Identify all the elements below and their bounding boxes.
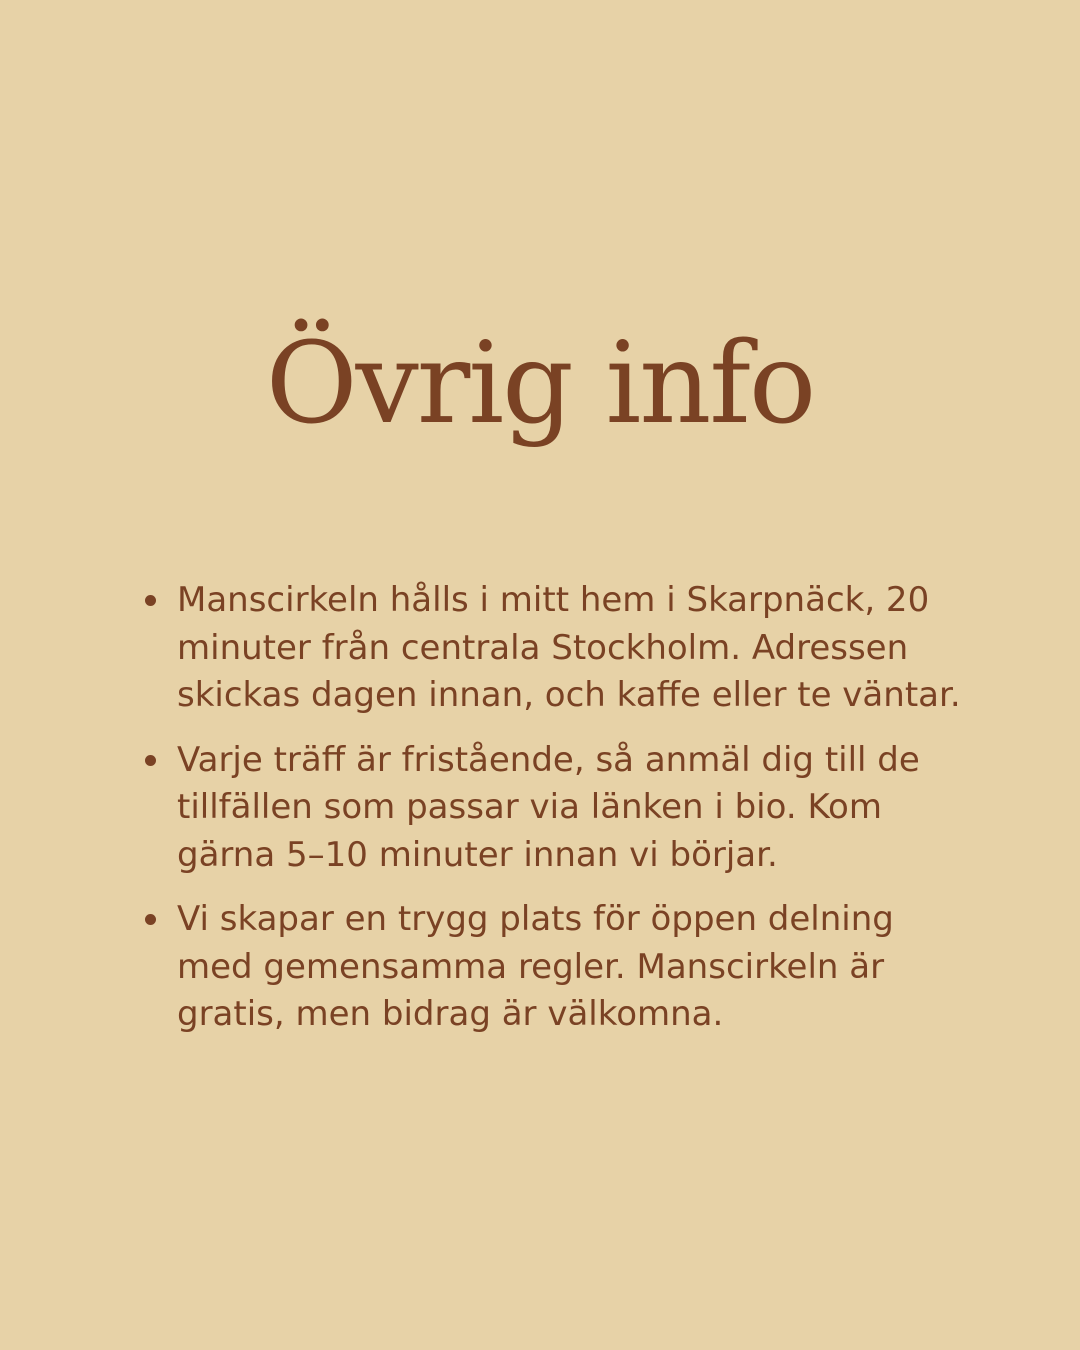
list-item-text: Vi skapar en trygg plats för öppen delning med gemensamma regler. Manscirkeln är gratis, men bidrag är välkomna. xyxy=(177,899,894,1034)
page-title: Övrig info xyxy=(265,319,815,449)
bullet-icon xyxy=(145,755,156,766)
list-item xyxy=(145,737,975,880)
info-list xyxy=(145,577,975,1056)
list-item xyxy=(145,896,975,1039)
list-item xyxy=(145,577,975,720)
bullet-icon xyxy=(145,595,156,606)
list-item-text: Varje träff är fristående, så anmäl dig till de tillfällen som passar via länken i bio. Kom gärna 5–10 minuter innan vi börjar. xyxy=(177,739,920,875)
list-item-text: Manscirkeln hålls i mitt hem i Skarpnäck, 20 minuter från centrala Stockholm. Adressen skickas dagen innan, och kaffe eller te väntar. xyxy=(177,580,961,715)
bullet-icon xyxy=(145,914,156,925)
